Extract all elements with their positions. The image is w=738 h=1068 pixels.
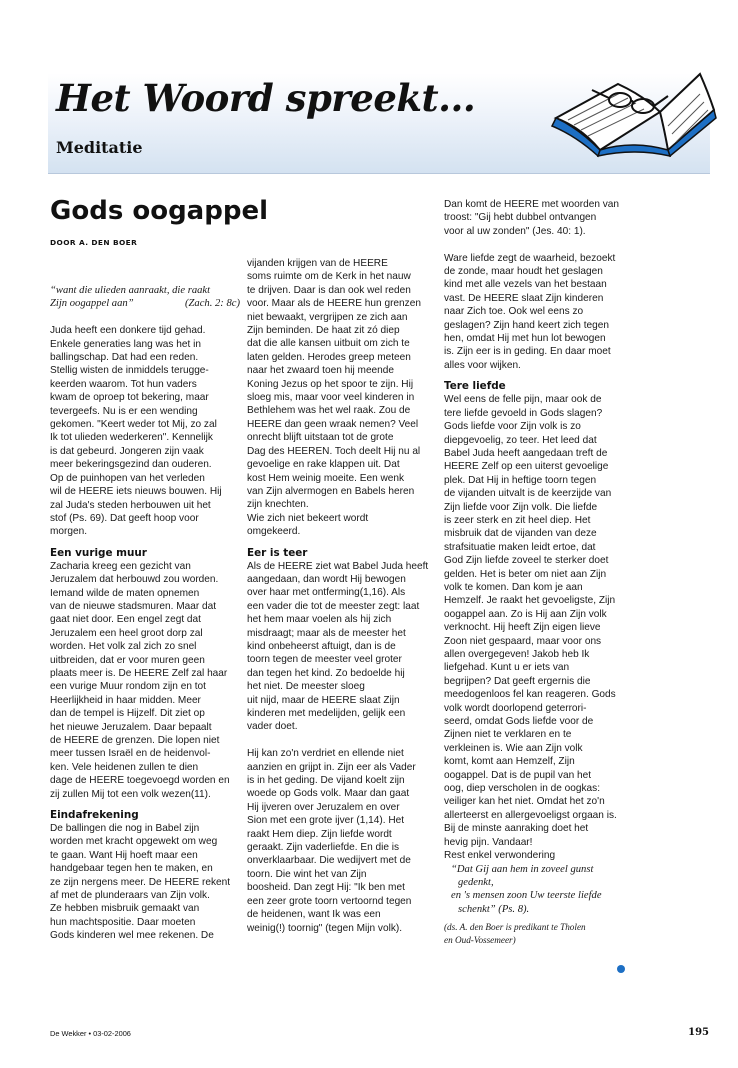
paragraph-gap bbox=[444, 238, 630, 251]
body-line: God Zijn liefde zoveel te sterker doet bbox=[444, 555, 609, 567]
body-line: soms ruimte om de Kerk in het nauw bbox=[247, 271, 411, 283]
body-line: af met de plunderaars van Zijn volk. bbox=[50, 890, 210, 902]
subheading: Eer is teer bbox=[247, 546, 308, 559]
body-line: geraakt. Zijn vaderliefde. En die is bbox=[247, 842, 400, 854]
body-line: voor al uw zonden" (Jes. 40: 1). bbox=[444, 225, 586, 237]
body-line: dage de HEERE toegevoegd worden en bbox=[50, 775, 230, 787]
body-line: gelden. Het is beter om niet aan Zijn bbox=[444, 568, 607, 580]
body-line: ballingschap. Dat had een reden. bbox=[50, 352, 199, 364]
body-line: Hij ijveren over Jeruzalem en over bbox=[247, 801, 400, 813]
body-line: Sion met een grote ijver (1,14). Het bbox=[247, 815, 405, 827]
body-line: omgekeerd. bbox=[247, 526, 301, 538]
text-column-3 bbox=[444, 198, 630, 947]
body-line: meer bekeringsgezind dan ouderen. bbox=[50, 459, 212, 471]
body-line: aanzien en grijpt in. Zijn eer als Vader bbox=[247, 761, 416, 773]
body-line: toorn. Die wint het van Zijn bbox=[247, 868, 367, 880]
paragraph-gap bbox=[247, 539, 433, 544]
paragraph-gap bbox=[444, 372, 630, 377]
subheading: Eindafrekening bbox=[50, 809, 139, 822]
body-line: meedogenloos fel kan reageren. Gods bbox=[444, 689, 616, 701]
subheading: Tere liefde bbox=[444, 380, 506, 393]
body-line: keerden waarom. Tot hun vaders bbox=[50, 378, 197, 390]
body-line: te drijven. Daar is dan ook wel reden bbox=[247, 284, 411, 296]
body-line: een zeer grote toorn vertoornd tegen bbox=[247, 895, 412, 907]
body-line: is in het geding. De vijand koelt zijn bbox=[247, 775, 405, 787]
body-line: Zacharia kreeg een gezicht van bbox=[50, 560, 191, 572]
poem-line: “Dat Gij aan hem in zoveel gunst bbox=[451, 863, 594, 875]
body-line: veiliger kan het niet. Omdat het zo'n bbox=[444, 796, 605, 808]
body-line: boosheid. Dan zegt Hij: "Ik ben met bbox=[247, 882, 405, 894]
body-line: tere liefde gevoeld in Gods slagen? bbox=[444, 407, 603, 419]
body-line: gekomen. "Keert weder tot Mij, zo zal bbox=[50, 419, 217, 431]
page-number: 195 bbox=[688, 1027, 709, 1038]
body-line: onrecht blijft uitstaan tot de grote bbox=[247, 432, 394, 444]
open-book-with-glasses-icon bbox=[548, 66, 718, 158]
body-line: Jeruzalem een heel groot dorp zal bbox=[50, 627, 203, 639]
body-line: worden met kracht opgewekt om weg bbox=[50, 836, 218, 848]
body-line: Ware liefde zegt de waarheid, bezoekt bbox=[444, 252, 616, 264]
body-line: onverklaarbaar. Die wedijvert met de bbox=[247, 855, 411, 867]
body-line: kind met alle vezels van het bestaan bbox=[444, 279, 607, 291]
body-line: wil de HEERE iets nieuws bouwen. Hij bbox=[50, 486, 222, 498]
body-line: strafsituatie maken leidt ertoe, dat bbox=[444, 541, 596, 553]
text-column-2 bbox=[247, 257, 433, 935]
body-line: Hemzelf. Je raakt het gevoeligste, Zijn bbox=[444, 595, 616, 607]
body-line: ken. Vele heidenen zullen te dien bbox=[50, 761, 199, 773]
body-line: Dan komt de HEERE met woorden van bbox=[444, 199, 620, 210]
body-line: troost: "Gij hebt dubbel ontvangen bbox=[444, 212, 597, 224]
body-line: de HEERE de grenzen. Die lopen niet bbox=[50, 735, 220, 746]
paragraph-gap bbox=[50, 311, 240, 324]
body-line: Zijn liefde voor Zijn volk. Die liefde bbox=[444, 501, 598, 513]
body-line: Ik tot ulieden wederkeren". Kennelijk bbox=[50, 432, 213, 444]
body-line: geslagen? Zijn hand keert zich tegen bbox=[444, 319, 609, 331]
author-note: (ds. A. den Boer is predikant te Tholen bbox=[444, 922, 586, 933]
body-line: uit nijd, maar de HEERE slaat Zijn bbox=[247, 694, 400, 706]
body-line: sloeg mis, maar voor veel kinderen in bbox=[247, 392, 415, 404]
body-line: naar het zwaard toen hij meende bbox=[247, 365, 395, 377]
body-line: toorn tegen de meester veel groter bbox=[247, 654, 402, 666]
body-line: kinderen met medelijden, gelijk een bbox=[247, 708, 406, 719]
body-line: vader doet. bbox=[247, 721, 298, 733]
author-note: en Oud-Vossemeer) bbox=[444, 935, 516, 946]
body-line: Gods kinderen wel mee rekenen. De bbox=[50, 930, 214, 942]
body-line: raakt Hem diep. Zijn liefde wordt bbox=[247, 828, 392, 840]
body-line: Zoon niet gespaard, maar voor ons bbox=[444, 635, 602, 647]
body-line: Ze hebben misbruik gemaakt van bbox=[50, 903, 200, 915]
body-line: het niet. De meester sloeg bbox=[247, 681, 365, 693]
body-line: kost Hem weinig moeite. Een wenk bbox=[247, 472, 405, 484]
body-line: komt, komt aan Hemzelf, Zijn bbox=[444, 756, 575, 768]
body-line: Koning Jezus op het spoor te zijn. Hij bbox=[247, 378, 414, 390]
body-line: Bij de minste aanraking doet het bbox=[444, 823, 589, 835]
body-line: Hij kan zo'n verdriet en ellende niet bbox=[247, 748, 404, 760]
body-line: niet bewaakt, vergrijpen ze zich aan bbox=[247, 311, 408, 323]
body-line: diepgevoelig, zo teer. Het leed dat bbox=[444, 434, 597, 446]
body-line: aangedaan, dan wordt Hij bewogen bbox=[247, 573, 406, 585]
body-line: Heerlijkheid in haar midden. Meer bbox=[50, 694, 201, 706]
body-line: Bethlehem was het wel raak. Zou de bbox=[247, 405, 411, 417]
epigraph-line bbox=[50, 297, 240, 310]
body-line: Wie zich niet bekeert wordt bbox=[247, 512, 369, 524]
body-line: zal Juda's steden herbouwen uit het bbox=[50, 499, 211, 511]
body-line: tevergeefs. Nu is er een wending bbox=[50, 405, 198, 417]
body-line: Jeruzalem dat herbouwd zou worden. bbox=[50, 574, 219, 586]
article-title: Gods oogappel bbox=[50, 196, 268, 226]
body-line: voor. Maar als de HEERE hun grenzen bbox=[247, 298, 421, 310]
body-line: Rest enkel verwondering bbox=[444, 850, 556, 862]
body-line: Enkele generaties lang was het in bbox=[50, 338, 201, 350]
body-line: verknocht. Hij heeft Zijn eigen lieve bbox=[444, 622, 601, 634]
paragraph-gap bbox=[247, 734, 433, 747]
body-line: een vader die tot de meester zegt: laat bbox=[247, 600, 420, 612]
body-line: oogappel. Dat is de pupil van het bbox=[444, 769, 592, 781]
body-line: Wel eens de felle pijn, maar ook de bbox=[444, 394, 602, 406]
body-line: stof (Ps. 69). Dat geeft hoop voor bbox=[50, 512, 199, 524]
body-line: hun machtspositie. Daar moeten bbox=[50, 916, 196, 928]
body-line: Als de HEERE ziet wat Babel Juda heeft bbox=[247, 560, 429, 572]
poem-line: en 's mensen zoon Uw teerste liefde bbox=[451, 890, 602, 902]
body-line: het nieuwe Jeruzalem. Daar bepaalt bbox=[50, 721, 212, 733]
end-mark-dot bbox=[617, 965, 625, 973]
body-line: woede op Gods volk. Maar dan gaat bbox=[247, 788, 410, 800]
body-line: gaat niet door. Een engel zegt dat bbox=[50, 614, 201, 626]
body-line: handgebaar tegen hen te maken, en bbox=[50, 863, 213, 875]
body-line: van de nieuwe stadsmuren. Maar dat bbox=[50, 600, 217, 612]
body-line: Stellig wisten de inmiddels terugge- bbox=[50, 365, 209, 377]
body-line: HEERE Zelf op een uiterst gevoelige bbox=[444, 461, 609, 473]
body-line: uitbreiden, dat er voor muren geen bbox=[50, 654, 205, 666]
body-line: worden. Het volk zal zich zo snel bbox=[50, 641, 197, 653]
body-line: dan de tempel is Hijzelf. Dit ziet op bbox=[50, 708, 205, 720]
body-line: is dat gebeurd. Jongeren zijn vaak bbox=[50, 445, 204, 457]
body-line: morgen. bbox=[50, 526, 88, 538]
body-line: Juda heeft een donkere tijd gehad. bbox=[50, 325, 206, 337]
poem-line: schenkt” (Ps. 8). bbox=[458, 903, 530, 915]
body-line: plek. Dat Hij in heftige toorn tegen bbox=[444, 474, 597, 486]
epigraph-reference: (Zach. 2: 8c) bbox=[184, 298, 240, 310]
body-line: liefgehad. Kunt u er iets van bbox=[444, 662, 570, 674]
body-line: dan tegen het kind. Zo bedoelde hij bbox=[247, 667, 405, 679]
body-line: hen, omdat Hij met hun lot bewogen bbox=[444, 333, 606, 345]
body-line: vijanden krijgen van de HEERE bbox=[247, 258, 388, 269]
body-line: Gods liefde voor Zijn volk is zo bbox=[444, 421, 581, 433]
body-line: is. Zijn eer is in geding. En daar moet bbox=[444, 346, 611, 358]
body-line: Op de puinhopen van het verleden bbox=[50, 472, 205, 484]
body-line: Zijnen niet te verklaren en te bbox=[444, 729, 572, 741]
section-subtitle: Meditatie bbox=[56, 138, 143, 157]
body-line: begrijpen? Dat geeft ergernis die bbox=[444, 675, 591, 687]
body-line: te gaan. Want Hij hoeft maar een bbox=[50, 849, 198, 861]
body-line: ze zijn nergens meer. De HEERE rekent bbox=[50, 876, 231, 888]
body-line: oogappel aan. Zo is Hij aan Zijn volk bbox=[444, 608, 607, 620]
body-line: Iemand wilde de maten opnemen bbox=[50, 587, 200, 599]
body-line: gevoelige en rake klappen uit. Dat bbox=[247, 459, 400, 471]
body-line: vast. De HEERE slaat Zijn kinderen bbox=[444, 292, 604, 304]
subheading: Een vurige muur bbox=[50, 546, 147, 559]
body-line: over haar met ontferming(1,16). Als bbox=[247, 587, 406, 599]
article-byline: DOOR A. DEN BOER bbox=[50, 238, 138, 247]
body-line: de vijanden uitvalt is de keerzijde van bbox=[444, 488, 612, 500]
body-line: meer tussen Israël en de heidenvol- bbox=[50, 748, 211, 760]
body-line: kwam de oproep tot bekering, maar bbox=[50, 392, 209, 404]
body-line: volk wordt doorlopend geterrori- bbox=[444, 702, 587, 714]
body-line: zijn knechten. bbox=[247, 499, 309, 511]
body-line: Dag des HEEREN. Toch deelt Hij nu al bbox=[247, 445, 421, 457]
epigraph-text: Zijn oogappel aan” bbox=[50, 298, 134, 310]
body-line: misbruik dat de vijanden van deze bbox=[444, 528, 597, 540]
body-line: een vurige Muur rondom zijn en tot bbox=[50, 681, 206, 693]
body-line: weinig(!) toornig" (tegen Mijn volk). bbox=[247, 922, 403, 934]
body-line: plaats meer is. De HEERE Zelf zal haar bbox=[50, 667, 228, 679]
body-line: Zijn beminden. De haat zit zó diep bbox=[247, 325, 400, 337]
body-line: van Zijn alvermogen en Babels heren bbox=[247, 485, 415, 497]
body-line: De ballingen die nog in Babel zijn bbox=[50, 823, 200, 835]
body-line: HEERE dan geen wraak nemen? Veel bbox=[247, 418, 419, 430]
epigraph-line: “want die ulieden aanraakt, die raakt bbox=[50, 285, 211, 296]
body-line: zij zullen Mij tot een volk wezen(11). bbox=[50, 788, 211, 800]
body-line: het hem maar voelen als hij zich bbox=[247, 614, 392, 626]
footer-publication: De Wekker • 03-02-2006 bbox=[50, 1029, 131, 1038]
paragraph-gap bbox=[50, 801, 240, 806]
body-line: hevig pijn. Vandaar! bbox=[444, 836, 533, 848]
text-column-1 bbox=[50, 284, 240, 943]
paragraph-gap bbox=[50, 539, 240, 544]
body-line: dat die alle kansen uitbuit om zich te bbox=[247, 338, 410, 350]
body-line: alles voor wijken. bbox=[444, 359, 521, 371]
section-title: Het Woord spreekt... bbox=[56, 76, 476, 120]
body-line: naar Zich toe. Ook wel eens zo bbox=[444, 306, 584, 318]
body-line: de heidenen, want Ik was een bbox=[247, 909, 381, 921]
body-line: is zeer sterk en zit heel diep. Het bbox=[444, 514, 591, 526]
body-line: verkleinen is. Wie aan Zijn volk bbox=[444, 742, 583, 754]
body-line: seerd, omdat Gods liefde voor de bbox=[444, 716, 594, 728]
body-line: allerteerst en allergevoeligst orgaan is. bbox=[444, 809, 617, 821]
body-line: de zonde, maar houdt het geslagen bbox=[444, 266, 603, 278]
poem-line: gedenkt, bbox=[458, 876, 494, 888]
body-line: volk te komen. Dan kom je aan bbox=[444, 581, 583, 593]
body-line: oog, diep verscholen in de oogkas: bbox=[444, 783, 600, 795]
body-line: kind onbeheerst aftuigt, dan is de bbox=[247, 640, 396, 652]
body-line: misdraagt; maar als de meester het bbox=[247, 627, 406, 639]
body-line: Babel Juda heeft aangedaan treft de bbox=[444, 447, 608, 459]
body-line: allen overgegeven! Jakob heb Ik bbox=[444, 649, 590, 660]
body-line: laten gelden. Herodes greep meteen bbox=[247, 351, 411, 363]
